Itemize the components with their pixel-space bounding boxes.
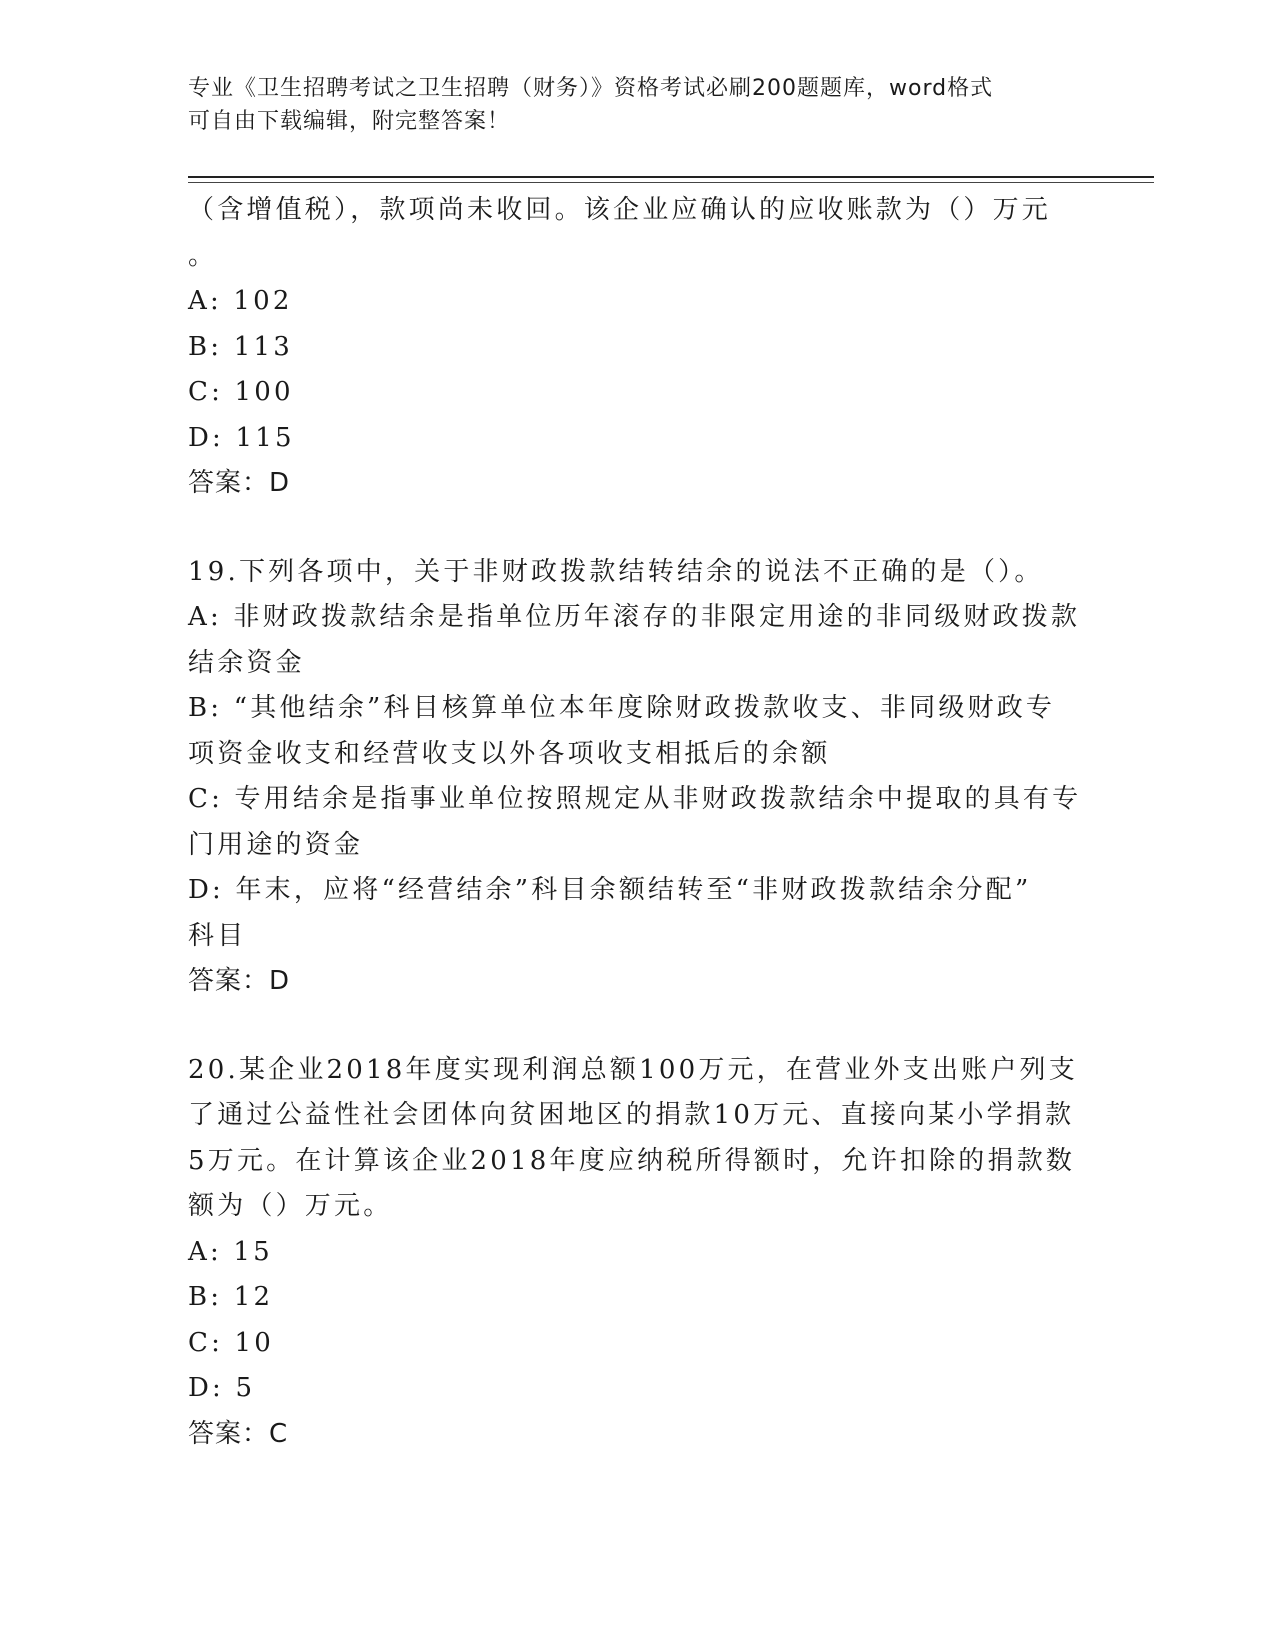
- question-19-option-a-line-2: 结余资金: [188, 647, 305, 678]
- question-18-answer: 答案：D: [188, 468, 291, 498]
- question-20-answer: 答案：C: [188, 1418, 289, 1449]
- question-19-option-d-line-2: 科目: [188, 920, 247, 951]
- question-19-option-a-line-1: A: 非财政拨款结余是指单位历年滚存的非限定用途的非同级财政拨款: [188, 602, 1081, 632]
- question-20-stem-line-4: 额为（）万元。: [188, 1191, 393, 1221]
- question-18: [188, 188, 1088, 507]
- question-content: [188, 188, 1088, 1457]
- question-20-option-b: B: 12: [188, 1282, 274, 1312]
- question-19-option-c-line-2: 门用途的资金: [188, 829, 364, 860]
- question-19: [188, 550, 1088, 1005]
- question-spacer: [188, 1005, 1088, 1048]
- question-20-stem-line-1: 20.某企业2018年度实现利润总额100万元，在营业外支出账户列支: [188, 1054, 1078, 1085]
- header-divider-thin: [188, 182, 1154, 183]
- header-title-line-1: 专业《卫生招聘考试之卫生招聘（财务）》资格考试必刷200题题库，word格式: [188, 76, 994, 101]
- question-20-stem-line-2: 了通过公益性社会团体向贫困地区的捐款10万元、直接向某小学捐款: [188, 1100, 1075, 1130]
- question-18-stem-line-2: 。: [188, 240, 218, 271]
- question-19-answer: 答案：D: [188, 966, 291, 996]
- question-20-option-c: C: 10: [188, 1327, 275, 1358]
- question-18-option-b: B: 113: [188, 331, 293, 362]
- question-19-option-d-line-1: D: 年末，应将“经营结余”科目余额结转至“非财政拨款结余分配”: [188, 875, 1032, 905]
- question-19-option-b-line-1: B: “其他结余”科目核算单位本年度除财政拨款收支、非同级财政专: [188, 693, 1056, 723]
- question-18-option-a: A: 102: [188, 286, 293, 316]
- question-20: [188, 1048, 1088, 1458]
- question-spacer: [188, 507, 1088, 550]
- header-divider-thick: [188, 176, 1154, 178]
- question-20-option-d: D: 5: [188, 1373, 256, 1403]
- question-20-stem-line-3: 5万元。在计算该企业2018年度应纳税所得额时，允许扣除的捐款数: [188, 1145, 1076, 1176]
- question-19-option-c-line-1: C: 专用结余是指事业单位按照规定从非财政拨款结余中提取的具有专: [188, 784, 1082, 814]
- document-header: [188, 72, 1068, 138]
- question-18-stem-line-1: （含增值税），款项尚未收回。该企业应确认的应收账款为（）万元: [188, 195, 1052, 225]
- question-20-option-a: A: 15: [188, 1236, 273, 1267]
- question-18-option-c: C: 100: [188, 377, 294, 407]
- header-title-line-2: 可自由下载编辑，附完整答案！: [188, 109, 511, 134]
- question-19-stem: 19.下列各项中，关于非财政拨款结转结余的说法不正确的是（）。: [188, 556, 1044, 587]
- question-18-option-d: D: 115: [188, 422, 295, 453]
- question-19-option-b-line-2: 项资金收支和经营收支以外各项收支相抵后的余额: [188, 738, 831, 769]
